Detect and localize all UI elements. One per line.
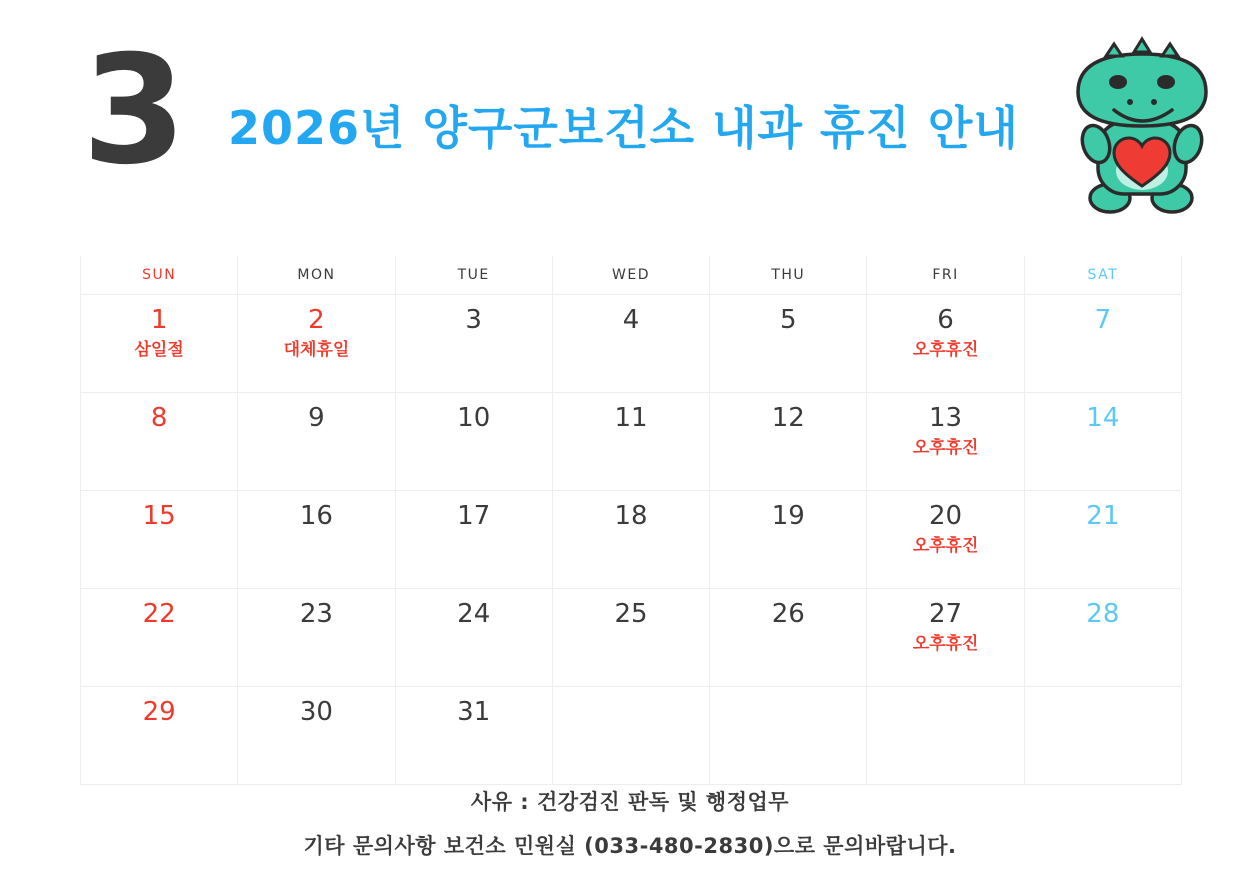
day-number: 14: [1086, 403, 1120, 433]
calendar-week-row: [81, 687, 1182, 785]
calendar-day-cell: [710, 491, 867, 589]
calendar-day-cell: [395, 687, 552, 785]
calendar-day-cell: [1024, 295, 1181, 393]
day-number: 23: [299, 599, 333, 629]
calendar-day-cell: [395, 589, 552, 687]
day-number: 4: [622, 305, 640, 335]
weekday-header-thu: THU: [710, 256, 867, 295]
calendar-week-row: [81, 393, 1182, 491]
day-number: 28: [1086, 599, 1120, 629]
calendar-day-cell: [238, 295, 395, 393]
calendar-day-cell-empty: [867, 687, 1024, 785]
calendar-week-row: [81, 589, 1182, 687]
calendar-day-cell: [867, 491, 1024, 589]
calendar-day-cell: [710, 589, 867, 687]
day-number: 9: [308, 403, 325, 433]
weekday-header-fri: FRI: [867, 256, 1024, 295]
page-header: [0, 0, 1260, 240]
weekday-header-wed: WED: [552, 256, 709, 295]
day-number: 18: [614, 501, 648, 531]
day-number: 5: [779, 305, 797, 335]
calendar-day-cell: [1024, 491, 1181, 589]
calendar-day-cell: [867, 589, 1024, 687]
weekday-header-mon: MON: [238, 256, 395, 295]
day-note: 대체휴일: [283, 340, 350, 360]
day-note: 오후휴진: [912, 536, 979, 556]
day-number: 26: [771, 599, 805, 629]
calendar-day-cell: [552, 589, 709, 687]
month-number: 3: [82, 24, 185, 198]
calendar-day-cell: [81, 491, 238, 589]
calendar-day-cell: [867, 295, 1024, 393]
calendar-day-cell: [1024, 393, 1181, 491]
day-note: 오후휴진: [912, 634, 979, 654]
calendar-table: [80, 256, 1182, 785]
calendar-day-cell: [395, 393, 552, 491]
day-number: 31: [457, 697, 491, 727]
day-number: 19: [771, 501, 805, 531]
calendar-day-cell: [238, 393, 395, 491]
day-note: 오후휴진: [912, 438, 979, 458]
page-title: 2026년 양구군보건소 내과 휴진 안내: [228, 101, 1019, 155]
day-number: 22: [142, 599, 176, 629]
page-footer: [0, 780, 1260, 868]
calendar-day-cell: [710, 295, 867, 393]
day-number: 8: [150, 403, 168, 433]
day-number: 12: [771, 403, 805, 433]
day-number: 11: [614, 403, 648, 433]
calendar-day-cell: [238, 687, 395, 785]
day-number: 7: [1094, 305, 1112, 335]
calendar-day-cell-empty: [710, 687, 867, 785]
weekday-header-sun: SUN: [81, 256, 238, 295]
calendar-day-cell: [395, 491, 552, 589]
day-number: 10: [457, 403, 491, 433]
calendar-week-row: [81, 295, 1182, 393]
calendar-day-cell: [238, 589, 395, 687]
day-number: 21: [1086, 501, 1120, 531]
crocodile-mascot-with-heart-icon: [1058, 26, 1228, 216]
day-number: 27: [929, 599, 963, 629]
calendar-day-cell: [81, 393, 238, 491]
day-number: 17: [457, 501, 491, 531]
calendar-day-cell-empty: [1024, 687, 1181, 785]
calendar-day-cell: [1024, 589, 1181, 687]
day-number: 24: [457, 599, 491, 629]
calendar-day-cell: [81, 589, 238, 687]
calendar-day-cell: [552, 491, 709, 589]
day-number: 13: [929, 403, 963, 433]
calendar-day-cell: [81, 295, 238, 393]
calendar-day-cell: [710, 393, 867, 491]
day-note: 삼일절: [134, 340, 184, 360]
day-number: 29: [142, 697, 176, 727]
footer-contact-line: 기타 문의사항 보건소 민원실 (033-480-2830)으로 문의바랍니다.: [303, 834, 957, 858]
weekday-header-sat: SAT: [1024, 256, 1181, 295]
calendar-day-cell: [81, 687, 238, 785]
weekday-header-tue: TUE: [395, 256, 552, 295]
calendar-day-cell: [867, 393, 1024, 491]
day-number: 16: [299, 501, 333, 531]
calendar-header-row: [81, 256, 1182, 295]
day-number: 30: [299, 697, 333, 727]
day-number: 1: [150, 305, 168, 335]
day-number: 20: [929, 501, 963, 531]
day-number: 3: [465, 305, 482, 335]
day-note: 오후휴진: [912, 340, 979, 360]
calendar-day-cell: [552, 393, 709, 491]
calendar-week-row: [81, 491, 1182, 589]
calendar-day-cell-empty: [552, 687, 709, 785]
calendar-day-cell: [395, 295, 552, 393]
calendar-day-cell: [552, 295, 709, 393]
day-number: 25: [614, 599, 648, 629]
day-number: 2: [308, 305, 325, 335]
day-number: 6: [937, 305, 954, 335]
day-number: 15: [142, 501, 176, 531]
footer-reason-line: 사유 : 건강검진 판독 및 행정업무: [470, 790, 790, 814]
calendar-day-cell: [238, 491, 395, 589]
